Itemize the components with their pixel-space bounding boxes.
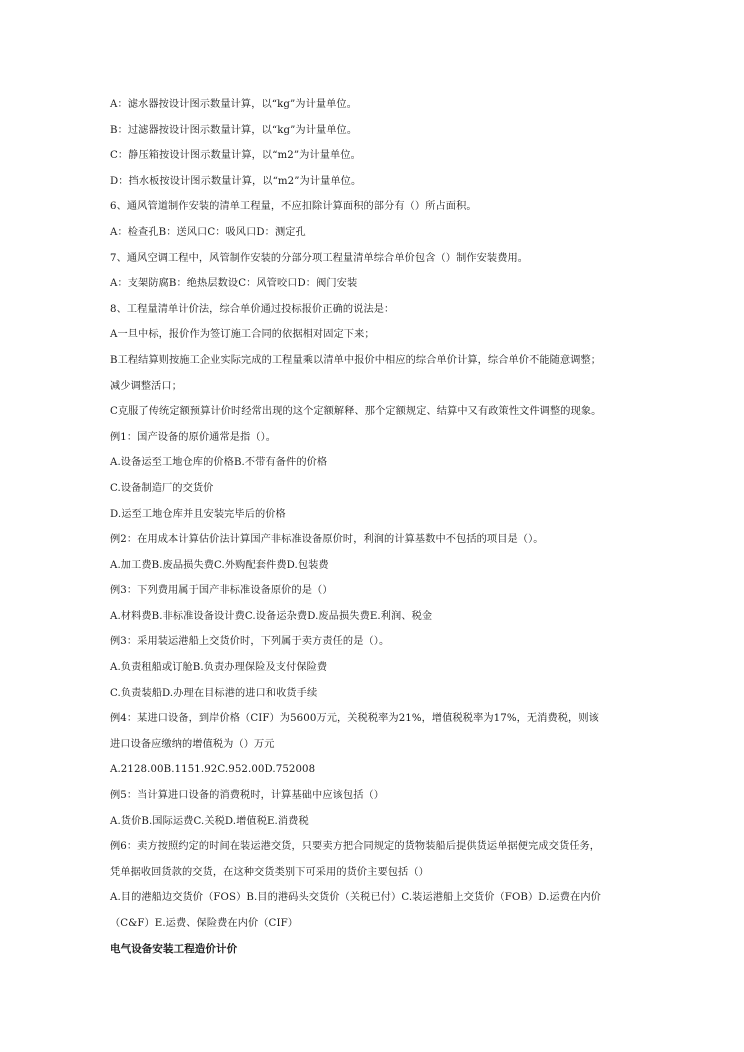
example-2: 例2：在用成本计算估价法计算国产非标准设备原价时，利润的计算基数中不包括的项目是（）。 [110,534,544,546]
example-3b: 例3：采用装运港船上交货价时，下列属于卖方责任的是（）。 [110,636,390,648]
question-6-options: A：检查孔B：送风口C：吸风口D：测定孔 [110,226,306,238]
text-line: A.2128.00B.1151.92C.952.00D.752008 [110,764,316,776]
question-7: 7、通风空调工程中，风管制作安装的分部分项工程量清单综合单价包含（）制作安装费用。 [110,252,529,264]
text-line: D：挡水板按设计图示数量计算，以“m2”为计量单位。 [110,175,362,187]
text-line: B：过滤器按设计图示数量计算，以“kg”为计量单位。 [110,124,358,136]
text-line: 减少调整活口； [110,380,183,392]
text-line: D.运至工地仓库并且安装完毕后的价格 [110,508,286,520]
text-line: C：静压箱按设计图示数量计算，以“m2”为计量单位。 [110,150,361,162]
text-line: B工程结算则按施工企业实际完成的工程量乘以清单中报价中相应的综合单价计算，综合单价不能随意调整； [110,354,602,366]
question-8: 8、工程量清单计价法，综合单价通过投标报价正确的说法是： [110,303,395,315]
section-heading: 电气设备安装工程造价计价 [110,942,238,955]
text-line: C.负责装船D.办理在目标港的进口和收货手续 [110,687,318,699]
text-line: A：滤水器按设计图示数量计算，以“kg”为计量单位。 [110,99,358,110]
question-6: 6、通风管道制作安装的清单工程量，不应扣除计算面积的部分有（）所占面积。 [110,201,477,213]
text-line: A.负责租船或订舱B.负责办理保险及支付保险费 [110,662,328,674]
text-line: （C&F）E.运费、保险费在内价（CIF） [110,918,299,929]
text-line: C克服了传统定额预算计价时经常出现的这个定额解释、那个定额规定、结算中又有政策性文件调整的现象。 [110,406,602,418]
text-line: A.设备运至工地仓库的价格B.不带有备件的价格 [110,457,328,469]
question-7-options: A：支架防腐B：绝热层数设C：风管咬口D：阀门安装 [110,278,358,290]
text-line: 凭单据收回货款的交货，在这种交货类别下可采用的货价主要包括（） [110,866,429,878]
document-page [110,92,640,962]
text-line: A.货价B.国际运费C.关税D.增值税E.消费税 [110,815,309,827]
example-6: 例6：卖方按照约定的时间在装运港交货，只要卖方把合同规定的货物装船后提供货运单据便完成交货任务， [110,841,601,853]
text-line: A.材料费B.非标准设备设计费C.设备运杂费D.废品损失费E.利润、税金 [110,610,433,622]
text-line: A.加工费B.废品损失费C.外购配套件费D.包装费 [110,559,329,571]
text-line: A一旦中标，报价作为签订施工合同的依据相对固定下来； [110,329,375,341]
example-4: 例4：某进口设备，到岸价格（CIF）为5600万元，关税税率为21%，增值税税率为17%，无消费税，则该 [110,713,599,725]
text-line: C.设备制造厂的交货价 [110,482,214,494]
example-5: 例5：当计算进口设备的消费税时，计算基础中应该包括（） [110,790,385,802]
text-line: 进口设备应缴纳的增值税为（）万元 [110,738,275,750]
text-line: A.目的港船边交货价（FOS）B.目的港码头交货价（关税已付）C.装运港船上交货价（FOB）D.运费在内价 [110,892,601,904]
example-1: 例1：国产设备的原价通常是指（）。 [110,431,277,443]
example-3: 例3：下列费用属于国产非标准设备原价的是（） [110,585,333,597]
